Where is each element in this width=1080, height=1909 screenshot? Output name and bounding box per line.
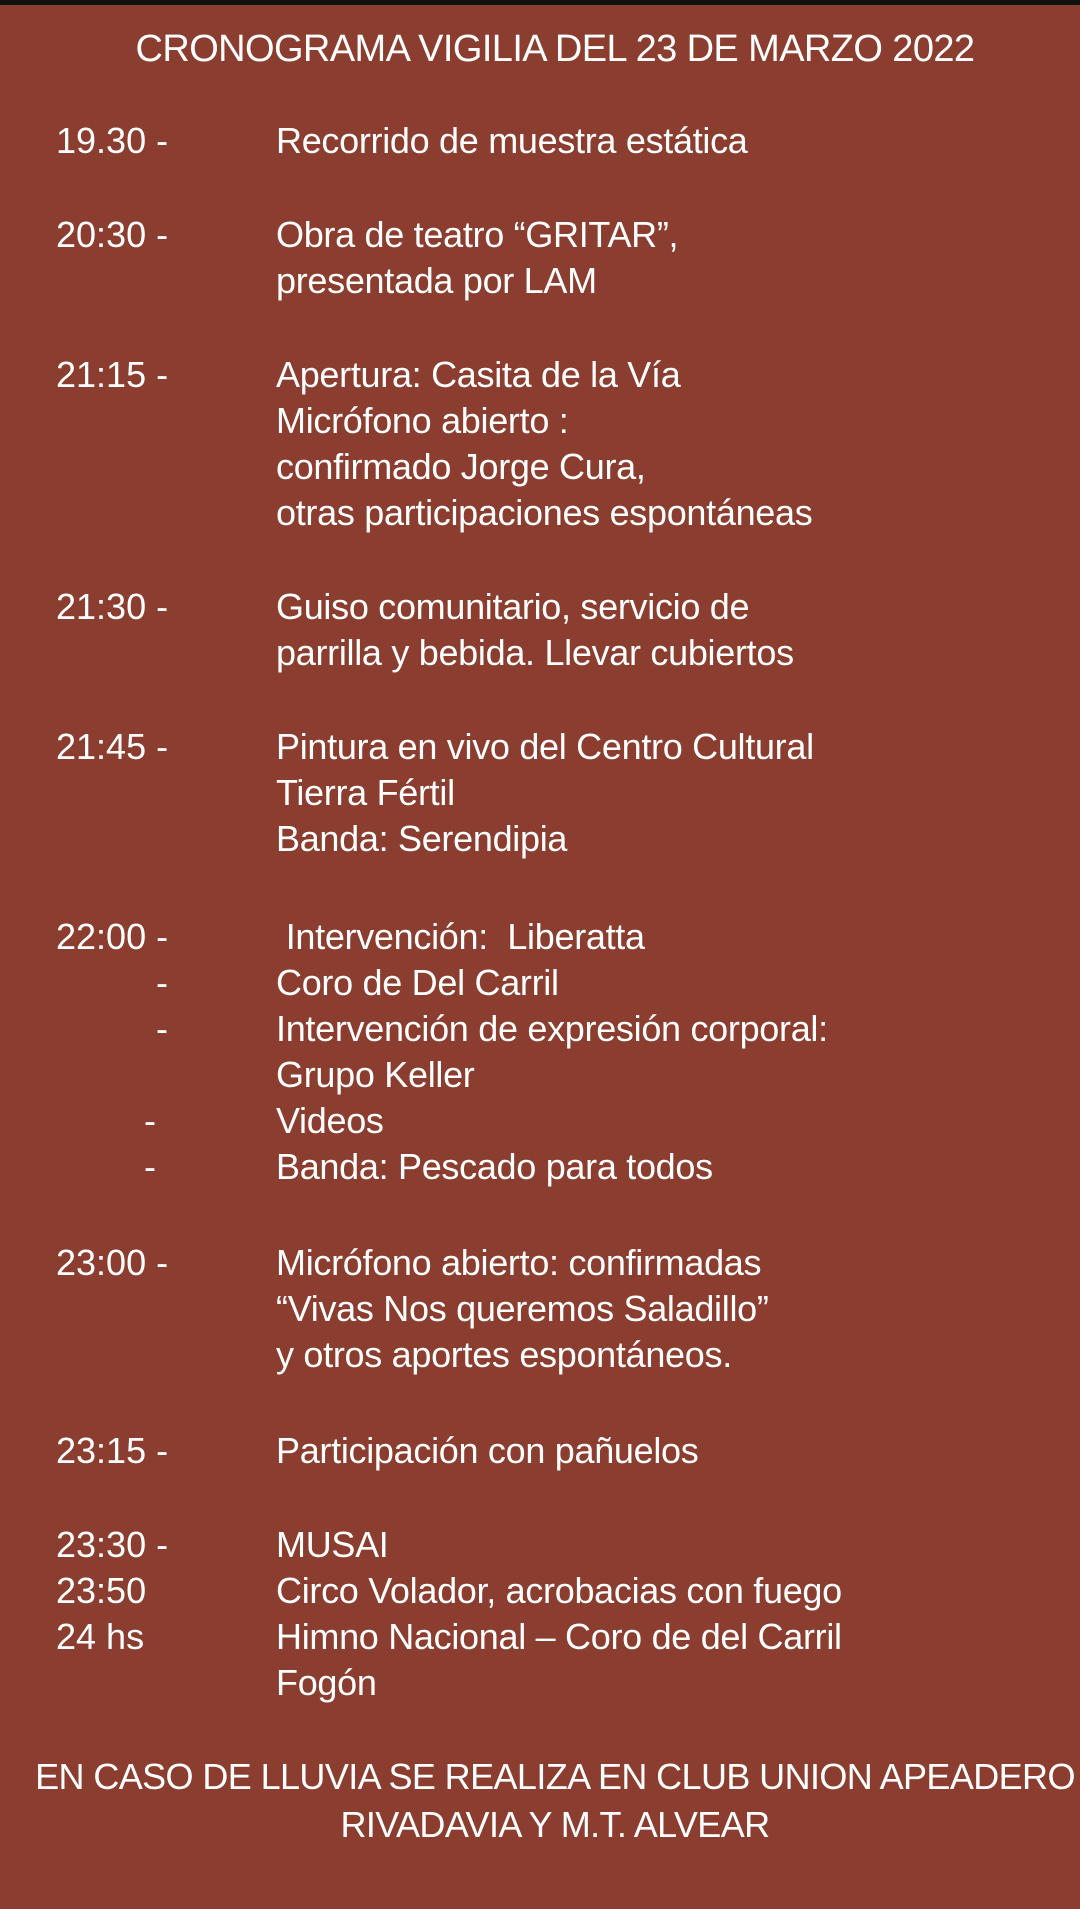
schedule-line: confirmado Jorge Cura, [276, 446, 646, 487]
schedule-line: Grupo Keller [276, 1054, 475, 1095]
schedule-line: Micrófono abierto: confirmadas [276, 1242, 762, 1283]
schedule-line: otras participaciones espontáneas [276, 492, 813, 533]
schedule-line: y otros aportes espontáneos. [276, 1334, 732, 1375]
schedule-line: Guiso comunitario, servicio de [276, 586, 750, 627]
schedule-time: 20:30 - [56, 214, 169, 255]
schedule-line: Coro de Del Carril [276, 962, 559, 1003]
schedule-line: MUSAI [276, 1524, 389, 1565]
schedule-line: Intervención de expresión corporal: [276, 1008, 828, 1049]
schedule-line: Intervención: Liberatta [276, 916, 645, 957]
schedule-time: 23:30 - [56, 1524, 169, 1565]
schedule-time: 23:15 - [56, 1430, 169, 1471]
schedule-line: Banda: Pescado para todos [276, 1146, 713, 1187]
bullet-dash: - [144, 1146, 156, 1187]
bullet-dash: - [144, 1100, 156, 1141]
schedule-line: Fogón [276, 1662, 377, 1703]
schedule-line: Tierra Fértil [276, 772, 455, 813]
bullet-dash: - [156, 962, 168, 1003]
schedule-line: Pintura en vivo del Centro Cultural [276, 726, 814, 767]
schedule-line: Apertura: Casita de la Vía [276, 354, 681, 395]
schedule-time: 21:45 - [56, 726, 169, 767]
schedule-line: Himno Nacional – Coro de del Carril [276, 1616, 842, 1657]
schedule-line: Obra de teatro “GRITAR”, [276, 214, 679, 255]
schedule-line: Recorrido de muestra estática [276, 120, 748, 161]
schedule-time: 21:30 - [56, 586, 169, 627]
schedule-line: Videos [276, 1100, 384, 1141]
schedule-line: Participación con pañuelos [276, 1430, 699, 1471]
top-bar [0, 0, 1080, 5]
schedule-line: “Vivas Nos queremos Saladillo” [276, 1288, 769, 1329]
schedule-time: 21:15 - [56, 354, 169, 395]
schedule-time: 23:00 - [56, 1242, 169, 1283]
footer-address: RIVADAVIA Y M.T. ALVEAR [340, 1804, 770, 1845]
schedule-line: presentada por LAM [276, 260, 597, 301]
schedule-line: Circo Volador, acrobacias con fuego [276, 1570, 842, 1611]
bullet-dash: - [156, 1008, 168, 1049]
footer-note: EN CASO DE LLUVIA SE REALIZA EN CLUB UNION APEADERO [35, 1756, 1075, 1797]
schedule-line: parrilla y bebida. Llevar cubiertos [276, 632, 794, 673]
schedule-time: 22:00 - [56, 916, 169, 957]
schedule-time: 23:50 [56, 1570, 147, 1611]
schedule-time: 19.30 - [56, 120, 169, 161]
page-title: CRONOGRAMA VIGILIA DEL 23 DE MARZO 2022 [135, 28, 975, 70]
schedule-line: Banda: Serendipia [276, 818, 568, 859]
schedule-time: 24 hs [56, 1616, 145, 1657]
schedule-line: Micrófono abierto : [276, 400, 569, 441]
